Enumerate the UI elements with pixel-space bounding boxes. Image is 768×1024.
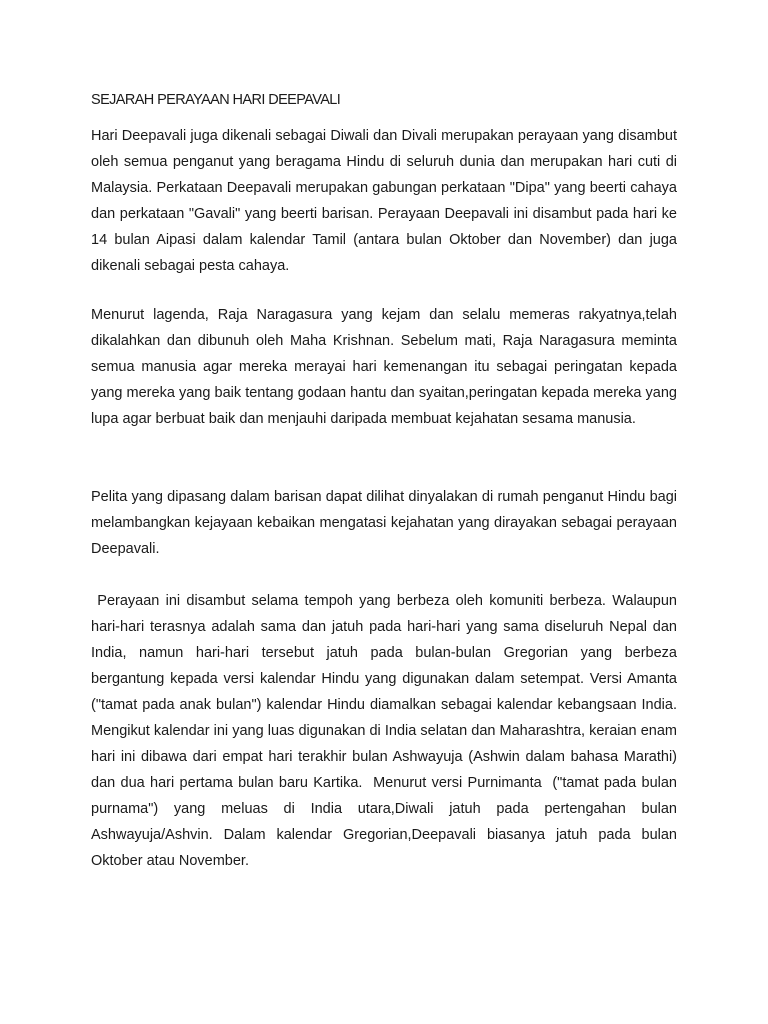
- document-title: SEJARAH PERAYAAN HARI DEEPAVALI: [91, 92, 341, 108]
- paragraph-oil-lamps: Pelita yang dipasang dalam barisan dapat dilihat dinyalakan di rumah penganut Hindu bagi melambangkan kejayaan kebaikan mengatasi kejahatan yang dirayakan sebagai perayaan Deepavali.: [91, 489, 677, 557]
- paragraph-legend: Menurut lagenda, Raja Naragasura yang kejam dan selalu memeras rakyatnya,telah dikalahkan dan dibunuh oleh Maha Krishnan. Sebelum mati, Raja Naragasura meminta semua manusia agar mereka merayai hari kemenangan itu sebagai peringatan kepada yang mereka yang baik tentang godaan hantu dan syaitan,peringatan kepada mereka yang lupa agar berbuat baik dan menjauhi daripada membuat kejahatan sesama manusia.: [91, 307, 677, 427]
- paragraph-introduction: Hari Deepavali juga dikenali sebagai Diwali dan Divali merupakan perayaan yang disambut oleh semua penganut yang beragama Hindu di seluruh dunia dan merupakan hari cuti di Malaysia. Perkataan Deepavali merupakan gabungan perkataan "Dipa" yang beerti cahaya dan perkataan "Gavali" yang beerti barisan. Perayaan Deepavali ini disambut pada hari ke 14 bulan Aipasi dalam kalendar Tamil (antara bulan Oktober dan November) dan juga dikenali sebagai pesta cahaya.: [91, 128, 677, 274]
- paragraph-calendar: Perayaan ini disambut selama tempoh yang berbeza oleh komuniti berbeza. Walaupun hari-hari terasnya adalah sama dan jatuh pada hari-hari yang sama diseluruh Nepal dan India, namun hari-hari tersebut jatuh pada bulan-bulan Gregorian yang berbeza bergantung kepada versi kalendar Hindu yang digunakan dalam setempat. Versi Amanta ("tamat pada anak bulan") kalendar Hindu diamalkan sebagai kalendar kebangsaan India. Mengikut kalendar ini yang luas digunakan di India selatan dan Maharashtra, keraian enam hari ini dibawa dari empat hari terakhir bulan Ashwayuja (Ashwin dalam bahasa Marathi) dan dua hari pertama bulan baru Kartika. Menurut versi Purnimanta ("tamat pada bulan purnama") yang meluas di India utara,Diwali jatuh pada pertengahan bulan Ashwayuja/Ashvin. Dalam kalendar Gregorian,Deepavali biasanya jatuh pada bulan Oktober atau November.: [91, 593, 682, 869]
